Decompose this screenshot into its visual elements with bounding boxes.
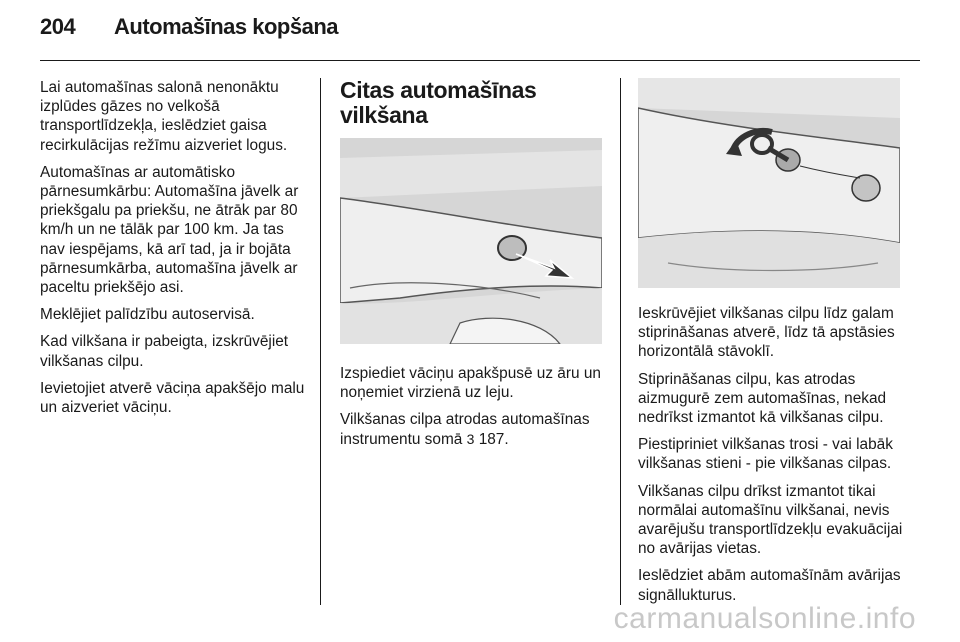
- reference-paragraph: [340, 410, 608, 448]
- column-3: [638, 78, 910, 613]
- reference-page: 187.: [478, 430, 509, 448]
- page-header: [40, 14, 338, 54]
- paragraph: Kad vilkšana ir pabeigta, izskrūvējiet vilkšanas cilpu.: [40, 333, 289, 370]
- page-number: 204: [40, 14, 76, 39]
- paragraph: Ieslēdziet abām automašīnām avārijas signāllukturus.: [638, 567, 901, 604]
- section-title: [340, 78, 608, 128]
- paragraph: Piestipriniet vilkšanas trosi - vai labāk vilkšanas stieni - pie vilkšanas cilpas.: [638, 436, 893, 473]
- reference-text: Vilkšanas cilpa atrodas automašīnas instrumentu somā: [340, 411, 590, 448]
- section-title-line-2: vilkšana: [340, 102, 428, 128]
- page-reference-icon: 3: [466, 430, 475, 447]
- bumper-cover-figure: [340, 138, 602, 344]
- column-1: [40, 78, 308, 425]
- tow-eye-screw-in-illustration: [638, 78, 900, 288]
- column-divider-2: [620, 78, 621, 605]
- chapter-title: Automašīnas kopšana: [114, 14, 339, 39]
- paragraph: Ieskrūvējiet vilkšanas cilpu līdz galam stiprināšanas atverē, līdz tā apstāsies horizontālā stāvoklī.: [638, 305, 895, 361]
- paragraph: Ievietojiet atverē vāciņa apakšējo malu un aizveriet vāciņu.: [40, 379, 305, 417]
- paragraph: Vilkšanas cilpu drīkst izmantot tikai normālai automašīnu vilkšanai, nevis avarējušu transportlīdzekļu evakuācijai no avārijas vietas.: [638, 482, 903, 558]
- column-2: [340, 78, 608, 457]
- paragraph: Stiprināšanas cilpu, kas atrodas aizmugurē zem automašīnas, nekad nedrīkst izmantot kā vilkšanas cilpu.: [638, 370, 887, 427]
- section-title-line-1: Citas automašīnas: [340, 77, 537, 103]
- column-divider-1: [320, 78, 321, 605]
- header-rule: [40, 60, 920, 61]
- bumper-cover-push-arrow-illustration: [340, 138, 602, 344]
- paragraph: Izspiediet vāciņu apakšpusē uz āru un noņemiet virzienā uz leju.: [340, 365, 601, 402]
- paragraph: Meklējiet palīdzību autoservisā.: [40, 306, 255, 324]
- tow-eye-figure: [638, 78, 900, 288]
- watermark: carmanualsonline.info: [613, 602, 916, 635]
- paragraph: Automašīnas ar automātisko pārnesumkārbu: Automašīna jāvelk ar priekšgalu pa priekšu, ne ātrāk par 80 km/h un ne tālāk par 100 km. Ja tas nav iespējams, kā arī tad, ja ir bojāta pārnesumkārba, automašīna jāvelk ar paceltu priekšējo asi.: [40, 163, 299, 297]
- paragraph: Lai automašīnas salonā nenonāktu izplūdes gāzes no velkošā transportlīdzekļa, ieslēdziet gaisa recirkulācijas režīmu aizveriet logus.: [40, 79, 288, 154]
